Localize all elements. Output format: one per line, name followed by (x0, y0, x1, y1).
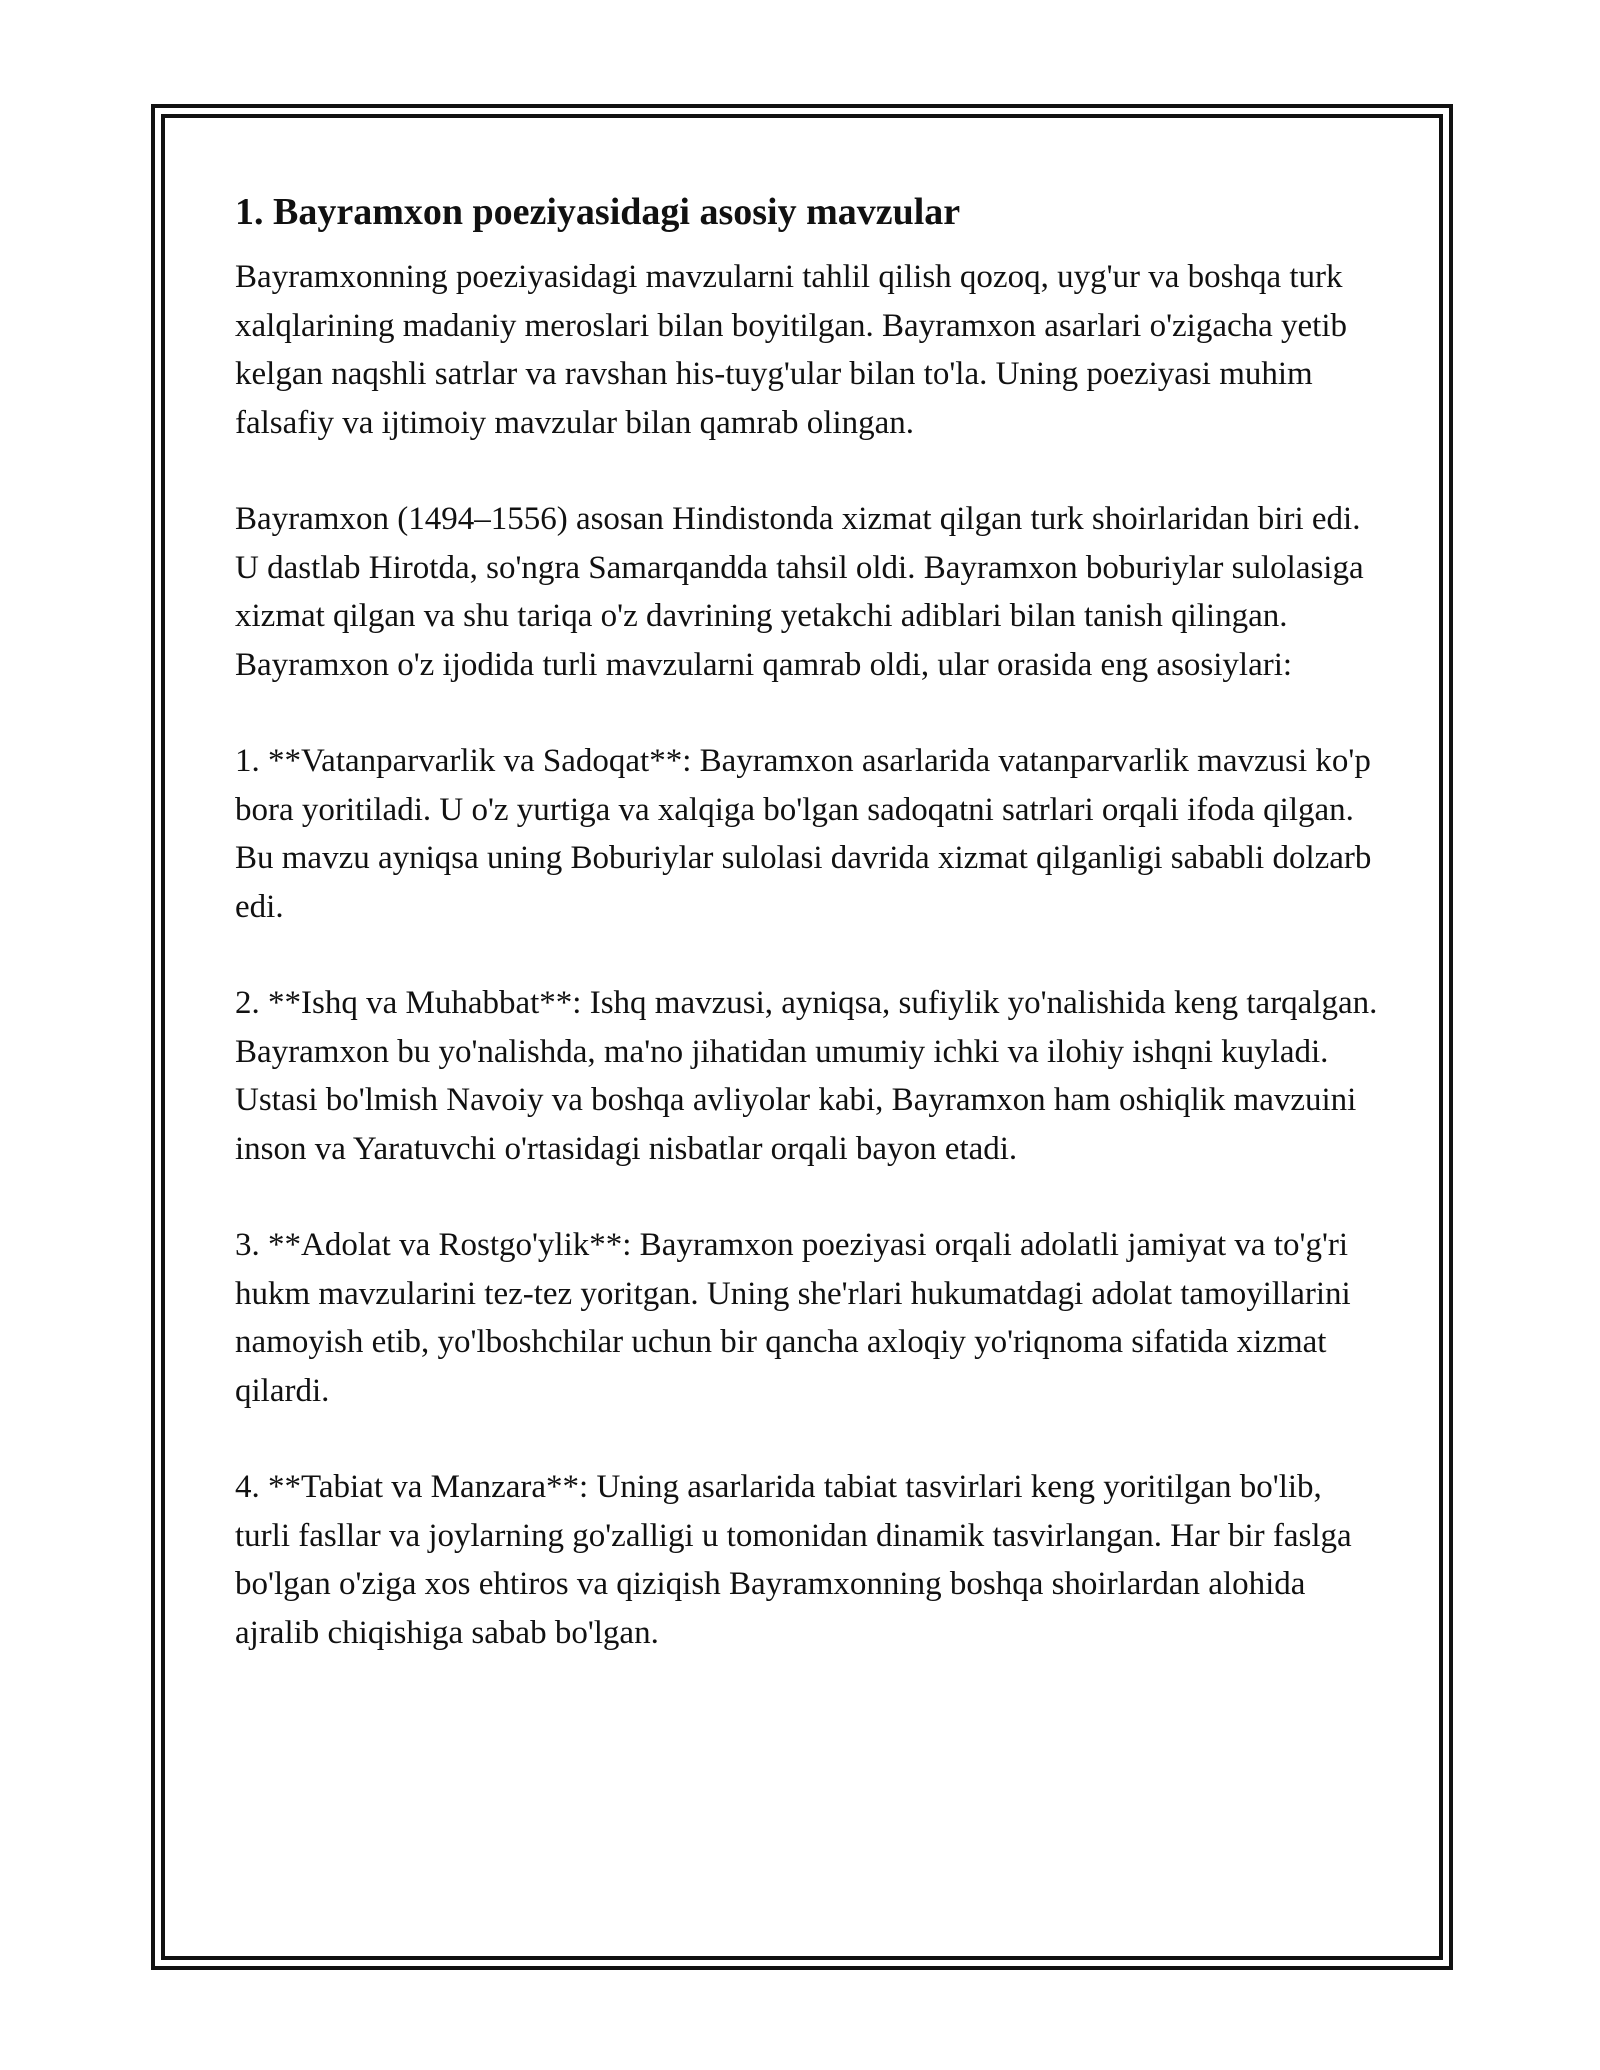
intro-paragraph: Bayramxonning poeziyasidagi mavzularni tahlil qilish qozoq, uyg'ur va boshqa turk xalqlarining madaniy meroslari bilan boyitilgan. Bayramxon asarlari o'zigacha yetib kelgan naqshli satrlar va ravshan his-tuyg'ular bilan to'la. Uning poeziyasi muhim falsafiy va ijtimoiy mavzular bilan qamrab olingan. (235, 259, 1348, 441)
biography-paragraph: Bayramxon (1494–1556) asosan Hindistonda xizmat qilgan turk shoirlaridan biri edi. U dastlab Hirotda, so'ngra Samarqandda tahsil oldi. Bayramxon boburiylar sulolasiga xizmat qilgan va shu tariqa o'z davrining yetakchi adiblari bilan tanish qilingan. Bayramxon o'z ijodida turli mavzularni qamrab oldi, ular orasida eng asosiylari: (235, 501, 1364, 683)
theme-item-nature: 4. **Tabiat va Manzara**: Uning asarlarida tabiat tasvirlari keng yoritilgan bo'lib, turli fasllar va joylarning go'zalligi u tomonidan dinamik tasvirlangan. Har bir faslga bo'lgan o'ziga xos ehtiros va qiziqish Bayramxonning boshqa shoirlardan alohida ajralib chiqishiga sabab bo'lgan. (235, 1469, 1352, 1651)
theme-item-justice: 3. **Adolat va Rostgo'ylik**: Bayramxon poeziyasi orqali adolatli jamiyat va to'g'ri hukm mavzularini tez-tez yoritgan. Uning she'rlari hukumatdagi adolat tamoyillarini namoyish etib, yo'lboshchilar uchun bir qancha axloqiy yo'riqnoma sifatida xizmat qilardi. (235, 1227, 1351, 1409)
theme-item-love: 2. **Ishq va Muhabbat**: Ishq mavzusi, ayniqsa, sufiylik yo'nalishida keng tarqalgan. Bayramxon bu yo'nalishda, ma'no jihatidan umumiy ichki va ilohiy ishqni kuyladi. Ustasi bo'lmish Navoiy va boshqa avliyolar kabi, Bayramxon ham oshiqlik mavzuini inson va Yaratuvchi o'rtasidagi nisbatlar orqali bayon etadi. (235, 985, 1378, 1167)
section-heading: 1. Bayramxon poeziyasidagi asosiy mavzular (235, 191, 961, 233)
document-body (235, 186, 1385, 1705)
theme-item-patriotism: 1. **Vatanparvarlik va Sadoqat**: Bayramxon asarlarida vatanparvarlik mavzusi ko'p bora yoritiladi. U o'z yurtiga va xalqiga bo'lgan sadoqatni satrlari orqali ifoda qilgan. Bu mavzu ayniqsa uning Boburiylar sulolasi davrida xizmat qilganligi sababli dolzarb edi. (235, 743, 1372, 925)
